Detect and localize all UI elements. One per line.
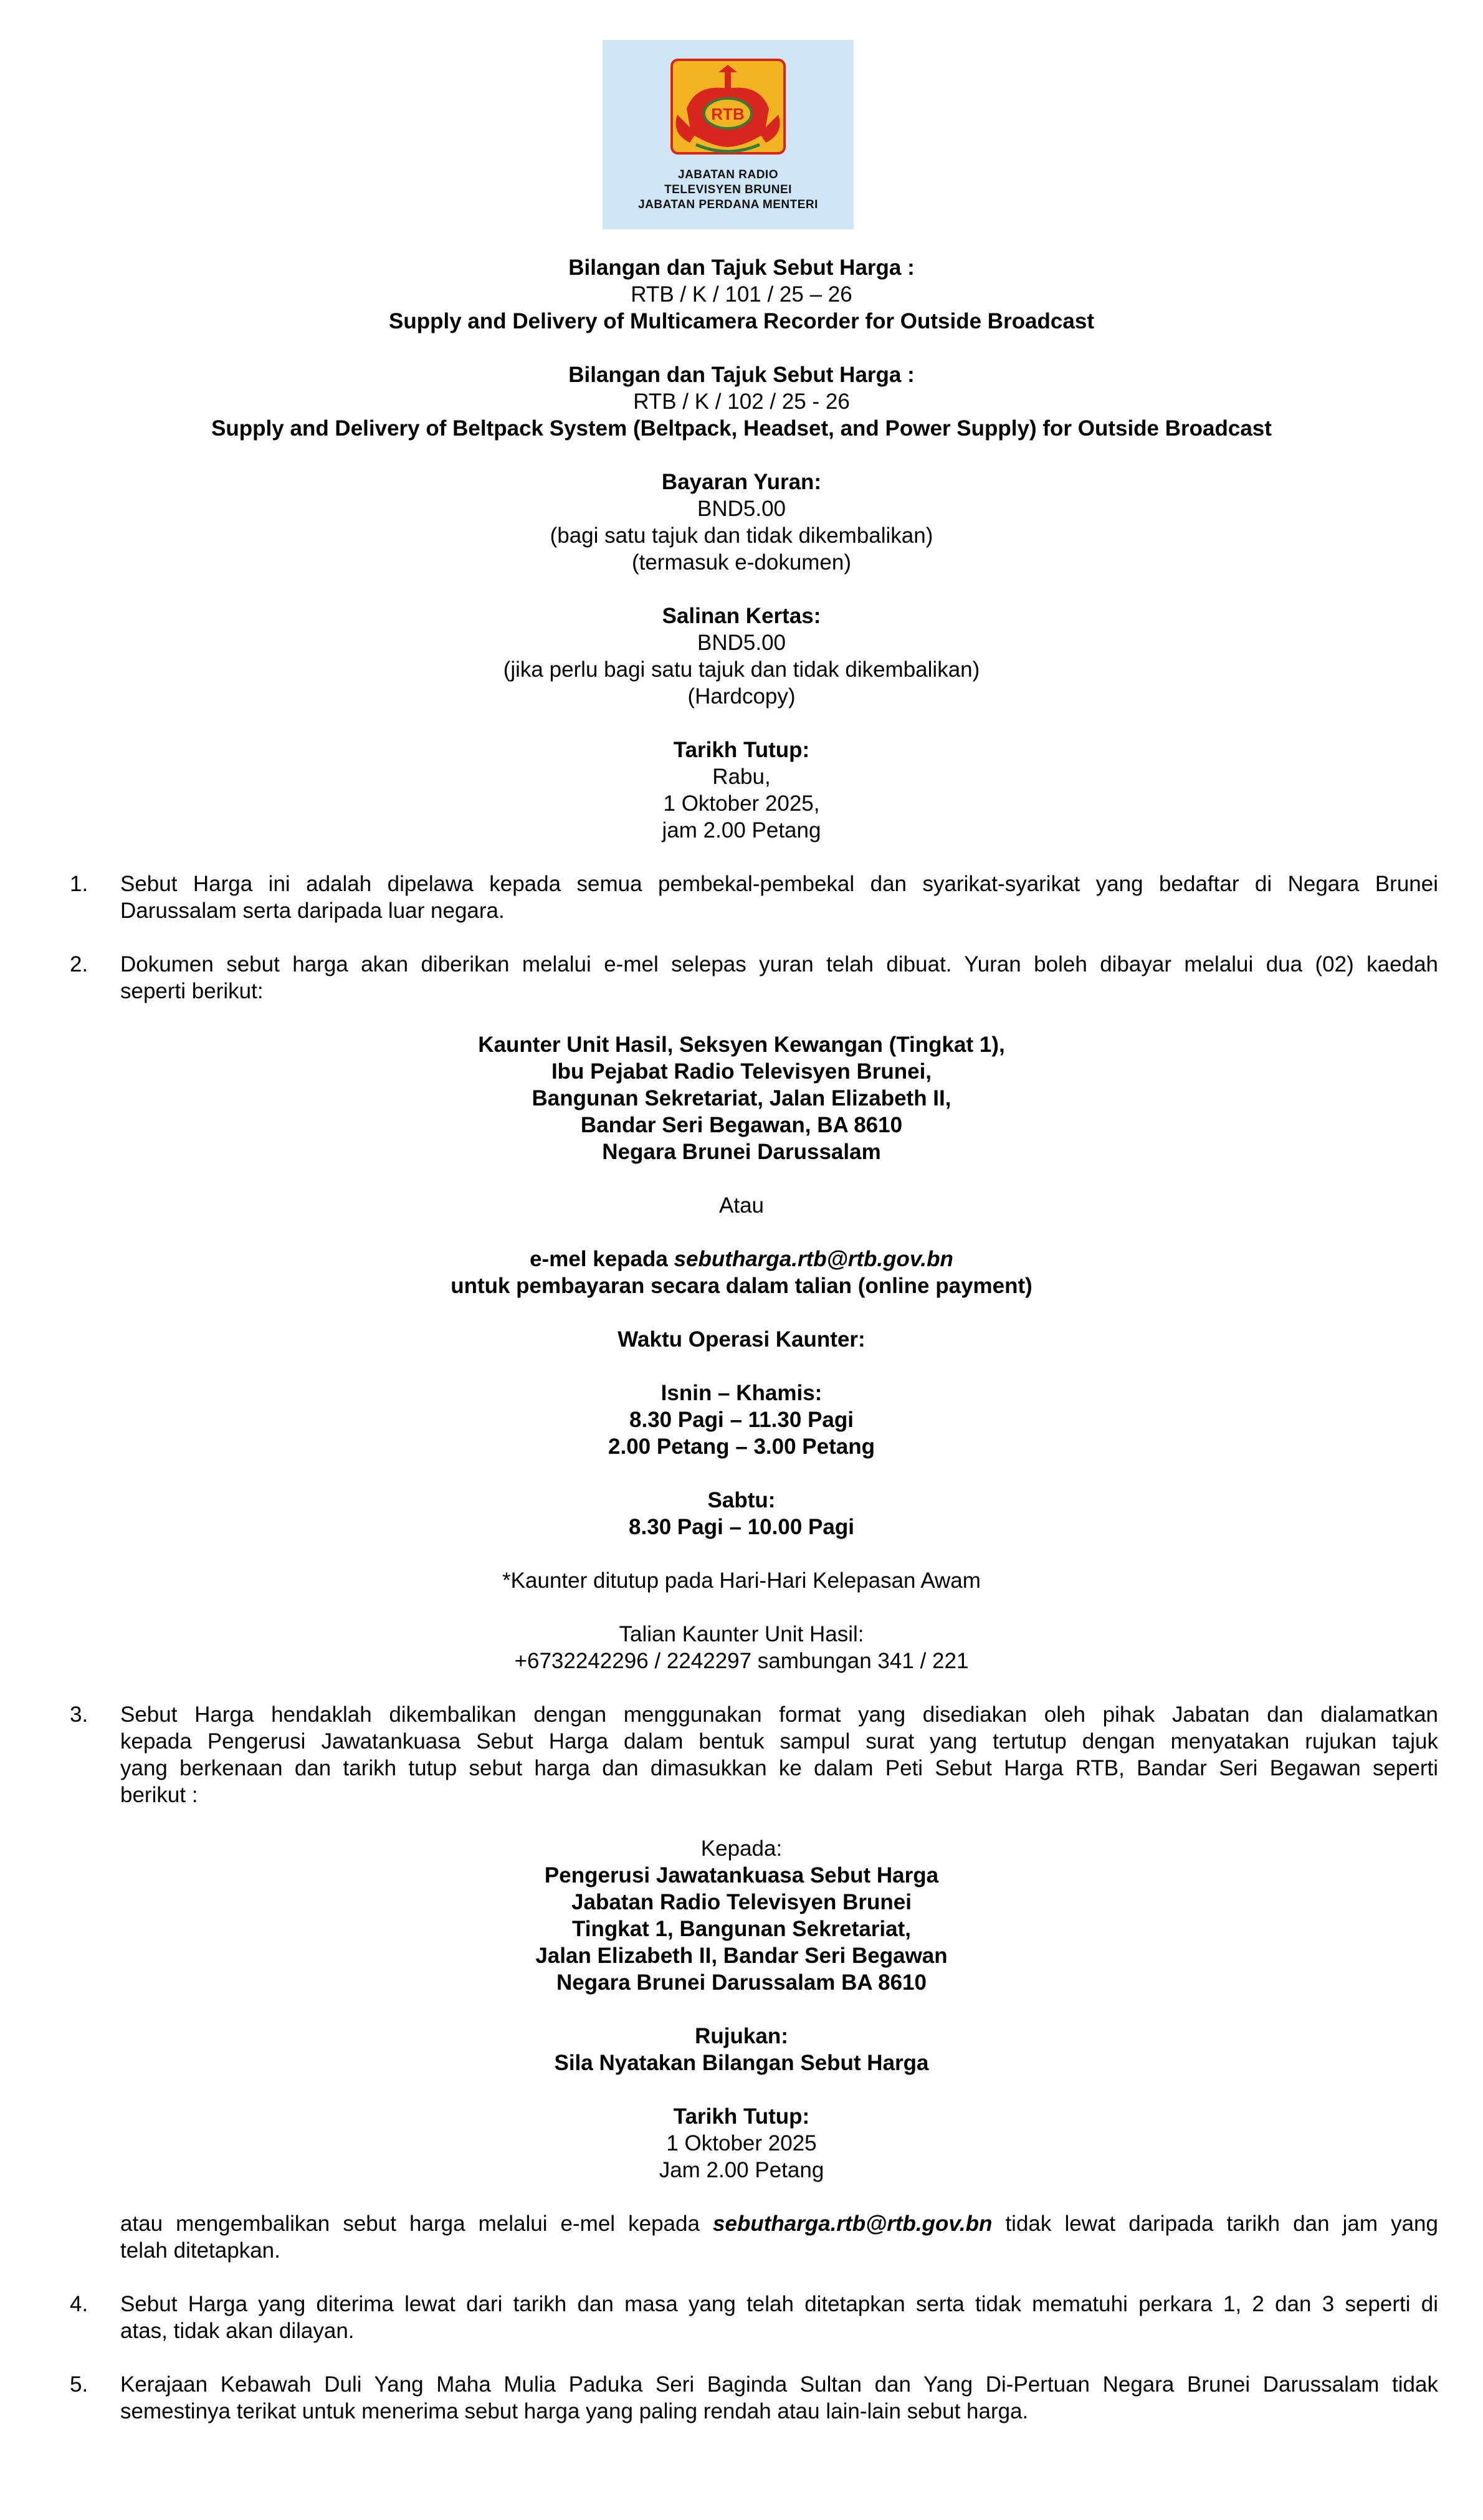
weekday-slot-2: 2.00 Petang – 3.00 Petang	[608, 1434, 875, 1459]
tender2-heading: Bilangan dan Tajuk Sebut Harga :	[568, 363, 915, 387]
tender1-title: Supply and Delivery of Multicamera Recorder for Outside Broadcast	[389, 309, 1094, 333]
hardcopy-amount: BND5.00	[697, 631, 786, 655]
logo-line-3: JABATAN PERDANA MENTERI	[638, 198, 818, 211]
tender1-reference: RTB / K / 101 / 25 – 26	[631, 282, 852, 307]
return-closing-time: Jam 2.00 Petang	[659, 2158, 824, 2182]
closing-date: 1 Oktober 2025,	[663, 791, 820, 816]
rtb-logo	[603, 40, 854, 229]
phone-numbers: +6732242296 / 2242297 sambungan 341 / 221	[514, 1649, 969, 1673]
item2-text	[120, 951, 1438, 1005]
tender2-reference: RTB / K / 102 / 25 - 26	[633, 389, 850, 414]
item3-line-1: Sebut Harga hendaklah dikembalikan dengan menggunakan format yang disediakan oleh pihak Jabatan dan dialamatkan	[120, 1702, 1438, 1727]
payment-address-line-2: Ibu Pejabat Radio Televisyen Brunei,	[551, 1059, 932, 1084]
logo-line-2: TELEVISYEN BRUNEI	[664, 183, 792, 196]
item1-line-2: Darussalam serta daripada luar negara.	[120, 899, 505, 923]
return-address-line-1: Pengerusi Jawatankuasa Sebut Harga	[544, 1863, 939, 1888]
item5-line-2: semestinya terikat untuk menerima sebut harga yang paling rendah atau lain-lain sebut harga.	[120, 2399, 1029, 2423]
reference-text: Sila Nyatakan Bilangan Sebut Harga	[554, 2051, 929, 2075]
return-address-line-3: Tingkat 1, Bangunan Sekretariat,	[572, 1917, 911, 1941]
return-email-line-2: telah ditetapkan.	[120, 2238, 280, 2263]
closing-time: jam 2.00 Petang	[662, 818, 821, 842]
item3-line-2: kepada Pengerusi Jawatankuasa Sebut Harga dalam bentuk sampul surat yang tertutup dengan menyatakan rujukan tajuk	[120, 1729, 1438, 1754]
return-closing-heading: Tarikh Tutup:	[673, 2104, 810, 2129]
emblem-text: RTB	[711, 105, 745, 123]
item2-number: 2.	[70, 952, 88, 976]
payment-address-line-5: Negara Brunei Darussalam	[602, 1140, 881, 1164]
return-email-paragraph	[120, 2210, 1438, 2264]
tender2-title: Supply and Delivery of Beltpack System (Beltpack, Headset, and Power Supply) for Outside Broadcast	[211, 416, 1272, 441]
closing-day: Rabu,	[712, 765, 771, 789]
online-payment-text: untuk pembayaran secara dalam talian (online payment)	[451, 1274, 1032, 1298]
return-email-line-1	[120, 2210, 1438, 2237]
item5-line-1: Kerajaan Kebawah Duli Yang Maha Mulia Paduka Seri Baginda Sultan dan Yang Di-Pertuan Negara Brunei Darussalam tidak	[120, 2372, 1438, 2397]
item5-number: 5.	[70, 2372, 88, 2397]
item2-line-1: Dokumen sebut harga akan diberikan melalui e-mel selepas yuran telah dibuat. Yuran boleh dibayar melalui dua (02) kaedah	[120, 952, 1438, 976]
return-email-link[interactable]: sebutharga.rtb@rtb.gov.bn	[713, 2212, 993, 2236]
email-line	[0, 1246, 1483, 1272]
email-link[interactable]: sebutharga.rtb@rtb.gov.bn	[674, 1247, 953, 1271]
holiday-note: *Kaunter ditutup pada Hari-Hari Kelepasan Awam	[502, 1568, 981, 1593]
saturday-slot: 8.30 Pagi – 10.00 Pagi	[629, 1515, 854, 1539]
item1-line-1: Sebut Harga ini adalah dipelawa kepada semua pembekal-pembekal dan syarikat-syarikat yang bedaftar di Negara Brunei	[120, 872, 1438, 896]
item4-line-1: Sebut Harga yang diterima lewat dari tarikh dan masa yang telah ditetapkan serta tidak mematuhi perkara 1, 2 dan 3 seperti di	[120, 2292, 1438, 2316]
weekday-label: Isnin – Khamis:	[660, 1381, 823, 1405]
or-text: Atau	[719, 1193, 764, 1218]
payment-address-line-1: Kaunter Unit Hasil, Seksyen Kewangan (Tingkat 1),	[478, 1033, 1005, 1057]
closing-heading: Tarikh Tutup:	[673, 738, 810, 762]
phone-label: Talian Kaunter Unit Hasil:	[619, 1622, 864, 1646]
item3-number: 3.	[70, 1702, 88, 1727]
logo-line-1: JABATAN RADIO	[678, 168, 778, 181]
fee-note-1: (bagi satu tajuk dan tidak dikembalikan)	[550, 523, 933, 548]
tender1-heading: Bilangan dan Tajuk Sebut Harga :	[568, 255, 915, 280]
return-address-line-4: Jalan Elizabeth II, Bandar Seri Begawan	[535, 1944, 948, 1968]
return-address-line-2: Jabatan Radio Televisyen Brunei	[571, 1890, 912, 1914]
item4-text	[120, 2291, 1438, 2344]
fee-heading: Bayaran Yuran:	[661, 470, 822, 494]
payment-address-line-4: Bandar Seri Begawan, BA 8610	[580, 1113, 903, 1137]
item4-line-2: atas, tidak akan dilayan.	[120, 2319, 355, 2343]
return-suffix: tidak lewat daripada tarikh dan jam yang	[1005, 2212, 1438, 2236]
payment-address-line-3: Bangunan Sekretariat, Jalan Elizabeth II,	[532, 1086, 951, 1110]
return-closing-date: 1 Oktober 2025	[666, 2131, 817, 2155]
hardcopy-note-2: (Hardcopy)	[687, 684, 796, 709]
item1-number: 1.	[70, 872, 88, 896]
hardcopy-note-1: (jika perlu bagi satu tajuk dan tidak dikembalikan)	[503, 657, 980, 682]
item3-line-3: yang berkenaan dan tarikh tutup sebut harga dan dimasukkan ke dalam Peti Sebut Harga RTB, Bandar Seri Begawan seperti	[120, 1756, 1438, 1780]
hours-heading: Waktu Operasi Kaunter:	[618, 1327, 865, 1352]
item1-text	[120, 871, 1438, 924]
fee-amount: BND5.00	[697, 497, 786, 521]
reference-heading: Rujukan:	[695, 2024, 788, 2048]
item2-line-2: seperti berikut:	[120, 979, 264, 1003]
weekday-slot-1: 8.30 Pagi – 11.30 Pagi	[629, 1408, 854, 1432]
saturday-label: Sabtu:	[707, 1488, 776, 1512]
item3-text	[120, 1701, 1438, 1808]
email-prefix: e-mel kepada	[530, 1247, 668, 1271]
item3-line-4: berikut :	[120, 1783, 198, 1807]
item4-number: 4.	[70, 2292, 88, 2316]
return-address-line-5: Negara Brunei Darussalam BA 8610	[556, 1970, 927, 1995]
item5-text	[120, 2371, 1438, 2425]
hardcopy-heading: Salinan Kertas:	[662, 604, 821, 628]
fee-note-2: (termasuk e-dokumen)	[631, 550, 852, 575]
return-prefix: atau mengembalikan sebut harga melalui e-mel kepada	[120, 2212, 700, 2236]
to-label: Kepada:	[700, 1836, 783, 1861]
